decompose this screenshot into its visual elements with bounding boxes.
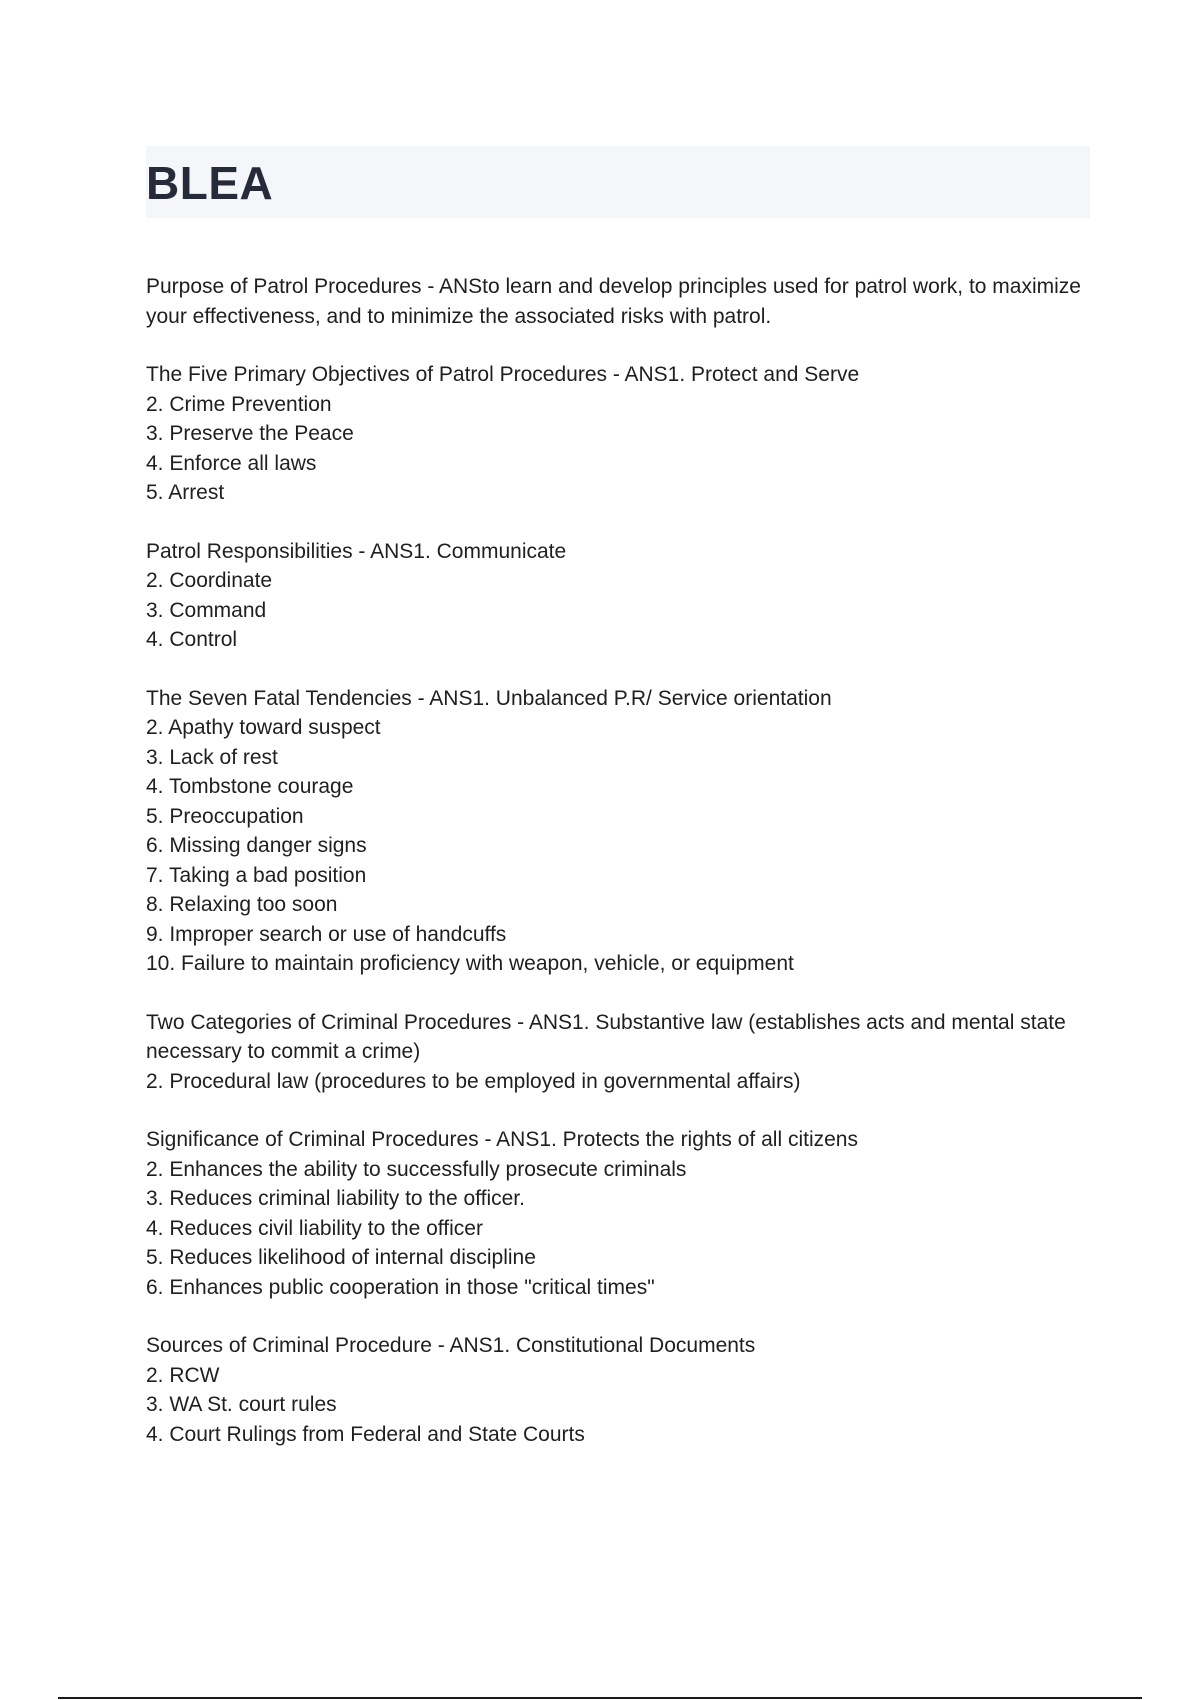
qa-line: Purpose of Patrol Procedures - ANSto learn and develop principles used for patrol work, to maximize your effectiveness, and to minimize the associated risks with patrol.: [146, 275, 1081, 328]
footer-divider: [58, 1697, 1142, 1699]
qa-line: 3. WA St. court rules: [146, 1393, 337, 1416]
qa-line: 6. Enhances public cooperation in those "critical times": [146, 1275, 655, 1299]
qa-line: 2. Enhances the ability to successfully prosecute criminals: [146, 1157, 687, 1181]
qa-line: 5. Reduces likelihood of internal discipline: [146, 1246, 536, 1269]
qa-item-procedure-significance: [146, 1125, 1090, 1302]
qa-line: The Five Primary Objectives of Patrol Procedures - ANS1. Protect and Serve: [146, 363, 860, 386]
qa-line: Sources of Criminal Procedure - ANS1. Constitutional Documents: [146, 1334, 756, 1357]
qa-line: 8. Relaxing too soon: [146, 893, 338, 916]
qa-item-procedure-sources: [146, 1331, 1090, 1449]
qa-line: The Seven Fatal Tendencies - ANS1. Unbalanced P.R/ Service orientation: [146, 686, 832, 710]
qa-line: 4. Enforce all laws: [146, 451, 317, 475]
qa-line: 4. Control: [146, 628, 238, 651]
qa-item-fatal-tendencies: [146, 684, 1090, 979]
qa-line: 2. Procedural law (procedures to be employed in governmental affairs): [146, 1069, 801, 1093]
qa-line: 5. Preoccupation: [146, 804, 304, 828]
qa-line: Patrol Responsibilities - ANS1. Communicate: [146, 539, 567, 563]
qa-line: 2. Apathy toward suspect: [146, 716, 381, 739]
qa-line: 3. Command: [146, 598, 267, 622]
qa-line: 5. Arrest: [146, 481, 225, 504]
qa-line: 9. Improper search or use of handcuffs: [146, 922, 507, 946]
qa-line: Two Categories of Criminal Procedures - ANS1. Substantive law (establishes acts and mental state necessary to commit a crime): [146, 1010, 1066, 1063]
qa-line: Significance of Criminal Procedures - ANS1. Protects the rights of all citizens: [146, 1128, 858, 1151]
qa-line: 7. Taking a bad position: [146, 863, 367, 887]
document-title: BLEA: [146, 157, 274, 209]
qa-line: 4. Court Rulings from Federal and State Courts: [146, 1422, 585, 1446]
title-band: [146, 146, 1090, 218]
qa-line: 2. Coordinate: [146, 569, 273, 592]
qa-item-patrol-purpose: [146, 272, 1090, 331]
qa-line: 3. Reduces criminal liability to the officer.: [146, 1187, 525, 1210]
qa-line: 2. Crime Prevention: [146, 392, 332, 416]
qa-line: 6. Missing danger signs: [146, 834, 367, 857]
qa-line: 4. Tombstone courage: [146, 775, 354, 798]
qa-item-primary-objectives: [146, 360, 1090, 508]
qa-item-procedure-categories: [146, 1008, 1090, 1097]
qa-line: 4. Reduces civil liability to the officer: [146, 1216, 483, 1240]
qa-line: 10. Failure to maintain proficiency with weapon, vehicle, or equipment: [146, 952, 794, 975]
qa-line: 3. Preserve the Peace: [146, 422, 354, 445]
qa-line: 2. RCW: [146, 1363, 220, 1387]
document-body: [146, 272, 1090, 1478]
qa-line: 3. Lack of rest: [146, 745, 278, 769]
qa-item-patrol-responsibilities: [146, 537, 1090, 655]
